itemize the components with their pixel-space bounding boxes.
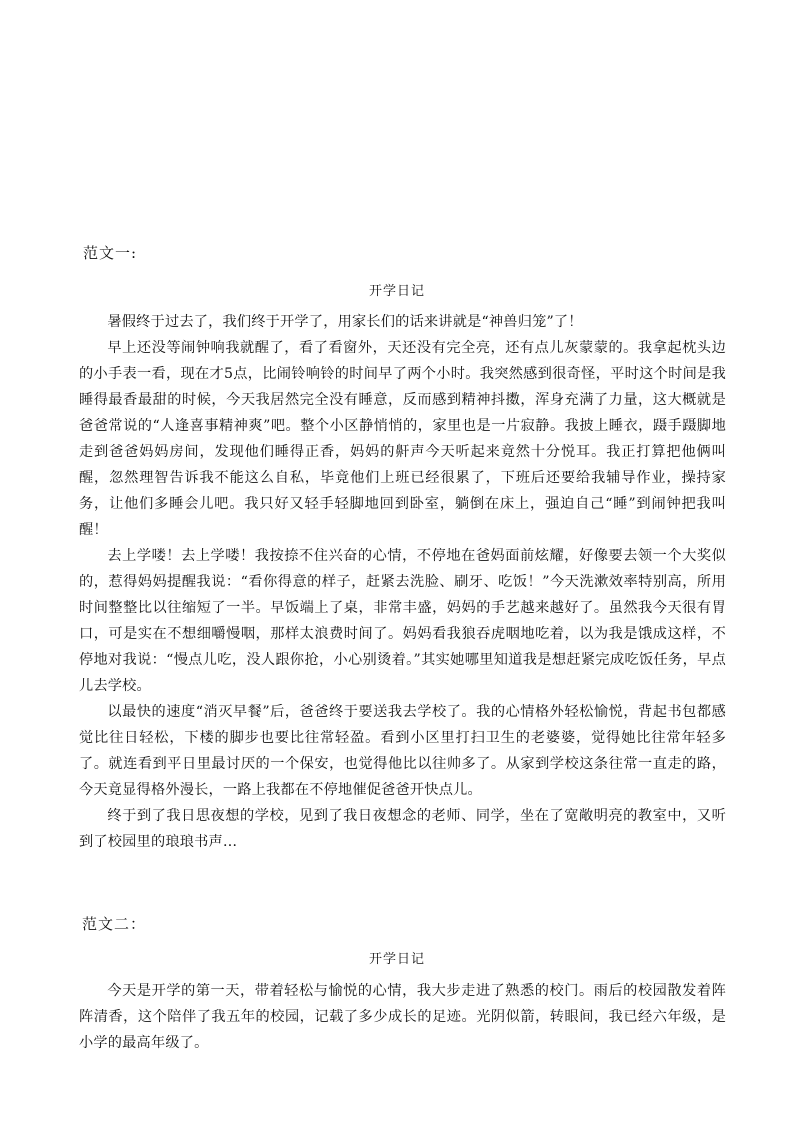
- section-1-title: 开学日记: [368, 284, 425, 299]
- section-2-label: 范文二：: [82, 915, 147, 933]
- section-1-paragraph-3: 去上学喽！去上学喽！我按捺不住兴奋的心情，不停地在爸妈面前炫耀，好像要去领一个大奖似的，惹得妈妈提醒我说：“看你得意的样子，赶紧去洗脸、刷牙、吃饭！”今天洗漱效率特别高，所用时间整整比以往缩短了一半。早饭端上了桌，非常丰盛，妈妈的手艺越来越好了。虽然我今天很有胃口，可是实在不想细嚼慢咽，那样太浪费时间了。妈妈看我狼吞虎咽地吃着，以为我是饿成这样，不停地对我说：“慢点儿吃，没人跟你抢，小心别烫着。”其实她哪里知道我是想赶紧完成吃饭任务，早点儿去学校。: [79, 548, 726, 694]
- section-2-paragraph-1: 今天是开学的第一天，带着轻松与愉悦的心情，我大步走进了熟悉的校门。雨后的校园散发着阵阵清香，这个陪伴了我五年的校园，记载了多少成长的足迹。光阴似箭，转眼间，我已经六年级，是小学的最高年级了。: [79, 983, 726, 1051]
- section-1-body: [79, 309, 726, 855]
- section-1-paragraph-1: 暑假终于过去了，我们终于开学了，用家长们的话来讲就是“神兽归笼”了！: [107, 314, 583, 330]
- section-1-paragraph-2: 早上还没等闹钟响我就醒了，看了看窗外，天还没有完全亮，还有点儿灰蒙蒙的。我拿起枕头边的小手表一看，现在才5点，比闹铃响铃的时间早了两个小时。我突然感到很奇怪，平时这个时间是我睡得最香最甜的时候，今天我居然完全没有睡意，反而感到精神抖擞，浑身充满了力量，这大概就是爸爸常说的“人逢喜事精神爽”吧。整个小区静悄悄的，家里也是一片寂静。我披上睡衣，蹑手蹑脚地走到爸爸妈妈房间，发现他们睡得正香，妈妈的鼾声今天听起来竟然十分悦耳。我正打算把他俩叫醒，忽然理智告诉我不能这么自私，毕竟他们上班已经很累了，下班后还要给我辅导作业，操持家务，让他们多睡会儿吧。我只好又轻手轻脚地回到卧室，躺倒在床上，强迫自己“睡”到闹钟把我叫醒！: [79, 340, 726, 538]
- section-2-body: [79, 978, 726, 1056]
- section-1-paragraph-5: 终于到了我日思夜想的学校，见到了我日夜想念的老师、同学，坐在了宽敞明亮的教室中，又听到了校园里的琅琅书声…: [79, 808, 726, 850]
- section-1-label: 范文一:: [83, 244, 138, 262]
- section-1-paragraph-4: 以最快的速度“消灭早餐”后，爸爸终于要送我去学校了。我的心情格外轻松愉悦，背起书包都感觉比往日轻松，下楼的脚步也要比往常轻盈。看到小区里打扫卫生的老婆婆，觉得她比往常年轻多了。就连看到平日里最讨厌的一个保安，也觉得他比以往帅多了。从家到学校这条往常一直走的路，今天竟显得格外漫长，一路上我都在不停地催促爸爸开快点儿。: [79, 704, 726, 798]
- section-2-title: 开学日记: [368, 952, 425, 967]
